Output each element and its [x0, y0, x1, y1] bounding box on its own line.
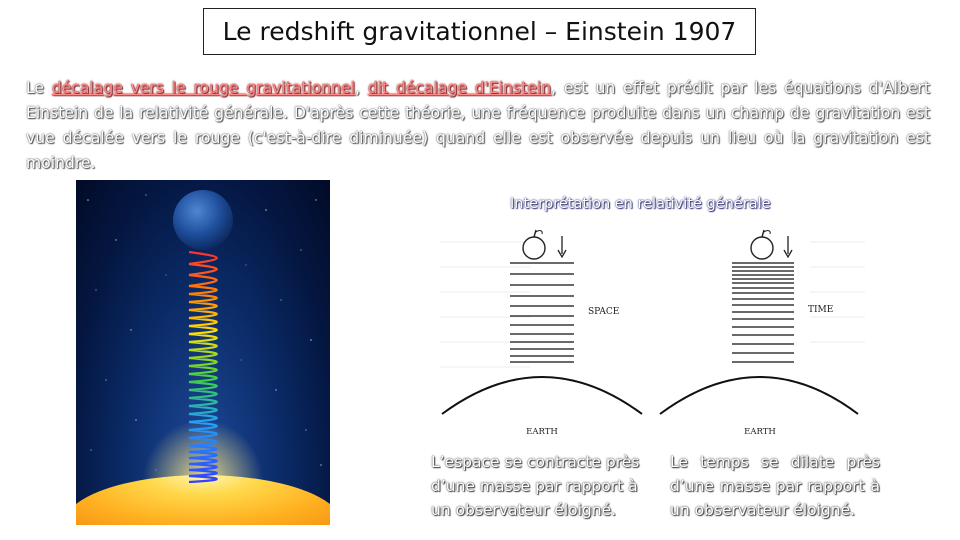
apple-icon: [751, 230, 773, 259]
earth-curve-left: [442, 377, 642, 414]
time-label: TIME: [808, 305, 834, 315]
slide-title-box: [203, 8, 756, 55]
fall-arrow-icon: [784, 236, 792, 257]
redshift-illustration: [76, 180, 330, 525]
earth-label-right: EARTH: [744, 427, 776, 437]
star-surface: [76, 475, 330, 525]
distant-planet: [173, 190, 233, 250]
time-panel: [660, 230, 858, 437]
gr-interpretation-title: Interprétation en relativité générale: [510, 196, 771, 212]
apple-icon: [523, 230, 545, 259]
time-grid-lines: [732, 263, 794, 362]
intro-text-1: Le: [26, 79, 52, 97]
caption-time-dilation: Le temps se dilate près d’une masse par rapport à un observateur éloigné.: [670, 453, 880, 519]
earth-label-left: EARTH: [526, 427, 558, 437]
caption-space-contraction: L’espace se contracte près d’une masse par rapport à un observateur éloigné.: [431, 453, 640, 519]
intro-text-3: , est un effet prédit par les équations d'Albert Einstein de la relativité générale. D'après cette théorie, une fréquence produite dans un champ de gravitation est vue décalée vers le rouge (c'est-à-dire diminuée) quand elle est observée depuis un lieu où la gravitation est moindre.: [26, 79, 931, 172]
redshift-illustration-svg: [76, 180, 330, 525]
earth-curve-right: [660, 377, 858, 414]
space-label: SPACE: [588, 307, 620, 317]
fall-arrow-icon: [558, 236, 566, 257]
intro-paragraph: [26, 76, 930, 176]
intro-term-einstein: dit décalage d'Einstein: [367, 79, 552, 97]
space-time-diagram: [430, 222, 870, 442]
slide-title: Le redshift gravitationnel – Einstein 1907: [222, 17, 737, 46]
faint-background-notes: [440, 242, 865, 367]
space-grid-lines: [510, 263, 574, 362]
intro-term-redshift: décalage vers le rouge gravitationnel: [51, 79, 356, 97]
space-panel: [442, 230, 642, 437]
intro-text-2: ,: [355, 79, 368, 97]
